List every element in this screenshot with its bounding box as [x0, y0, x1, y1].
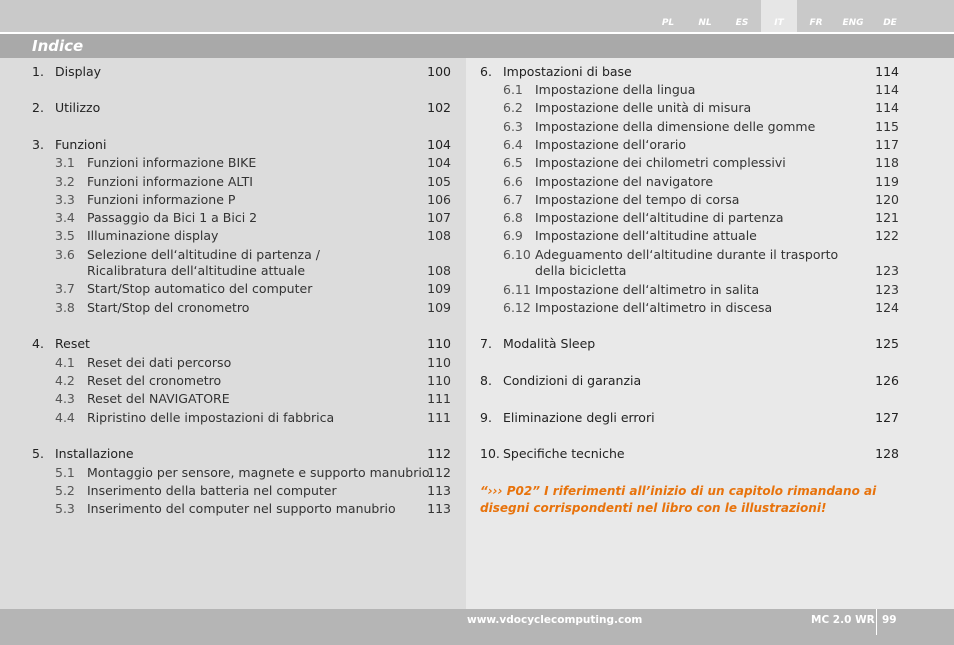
toc-number: 3.1	[55, 155, 75, 170]
toc-page: 119	[875, 174, 899, 189]
toc-number: 5.1	[55, 465, 75, 480]
toc-page: 106	[427, 192, 451, 207]
lang-tab-pl[interactable]: PL	[661, 18, 675, 28]
toc-page: 112	[427, 446, 451, 461]
toc-page: 115	[875, 119, 899, 134]
toc-number: 3.8	[55, 300, 75, 315]
toc-number: 6.12	[503, 300, 531, 315]
toc-page: 123	[875, 282, 899, 297]
toc-number: 4.1	[55, 355, 75, 370]
toc-number: 6.2	[503, 100, 523, 115]
toc-page: 117	[875, 137, 899, 152]
toc-number: 6.10	[503, 247, 531, 262]
lang-tab-es[interactable]: ES	[735, 18, 749, 28]
toc-page: 108	[427, 263, 451, 278]
toc-label: Impostazione del navigatore	[535, 174, 714, 189]
toc-number: 4.4	[55, 410, 75, 425]
toc-label: Start/Stop automatico del computer	[87, 281, 313, 296]
toc-number: 3.	[32, 137, 44, 152]
lang-tab-nl[interactable]: NL	[698, 18, 712, 28]
toc-label: Impostazione dell‘altimetro in discesa	[535, 300, 773, 315]
model-name: MC 2.0 WR	[811, 614, 875, 626]
toc-label: Impostazione della dimensione delle gomme	[535, 119, 816, 134]
toc-page: 121	[875, 210, 899, 225]
toc-number: 6.8	[503, 210, 523, 225]
toc-number: 3.6	[55, 247, 75, 262]
toc-page: 122	[875, 228, 899, 243]
toc-label: Impostazione della lingua	[535, 82, 696, 97]
toc-label: Impostazione dell‘altitudine di partenza	[535, 210, 784, 225]
toc-page: 104	[427, 137, 451, 152]
toc-number: 6.7	[503, 192, 523, 207]
toc-number: 8.	[480, 373, 492, 388]
toc-label: Start/Stop del cronometro	[87, 300, 250, 315]
toc-page: 118	[875, 155, 899, 170]
toc-label: Montaggio per sensore, magnete e supporto manubrio	[87, 465, 430, 480]
toc-page: 107	[427, 210, 451, 225]
toc-page: 105	[427, 174, 451, 189]
toc-page: 114	[875, 100, 899, 115]
toc-label: Reset del NAVIGATORE	[87, 391, 230, 406]
toc-page: 109	[427, 281, 451, 296]
toc-page: 109	[427, 300, 451, 315]
toc-number: 6.4	[503, 137, 523, 152]
toc-label: Impostazione dei chilometri complessivi	[535, 155, 786, 170]
toc-number: 10.	[480, 446, 500, 461]
toc-page: 124	[875, 300, 899, 315]
toc-label: Adeguamento dell‘altitudine durante il trasporto	[535, 247, 839, 262]
toc-number: 4.3	[55, 391, 75, 406]
toc-label-continued: Ricalibratura dell‘altitudine attuale	[87, 263, 306, 278]
lang-tab-de[interactable]: DE	[883, 18, 897, 28]
toc-page: 113	[427, 501, 451, 516]
toc-number: 3.2	[55, 174, 75, 189]
toc-label: Impostazione dell‘orario	[535, 137, 687, 152]
toc-label: Reset	[55, 336, 90, 351]
toc-page: 104	[427, 155, 451, 170]
toc-page: 110	[427, 336, 451, 351]
toc-label-continued: della bicicletta	[535, 263, 627, 278]
toc-page: 126	[875, 373, 899, 388]
toc-page: 123	[875, 263, 899, 278]
toc-number: 6.5	[503, 155, 523, 170]
toc-number: 3.4	[55, 210, 75, 225]
toc-page: 125	[875, 336, 899, 351]
toc-label: Specifiche tecniche	[503, 446, 625, 461]
toc-label: Condizioni di garanzia	[503, 373, 642, 388]
toc-label: Funzioni	[55, 137, 107, 152]
toc-number: 6.9	[503, 228, 523, 243]
toc-label: Impostazione dell‘altimetro in salita	[535, 282, 760, 297]
toc-number: 5.3	[55, 501, 75, 516]
toc-label: Display	[55, 64, 102, 79]
lang-tab-eng[interactable]: ENG	[842, 18, 864, 28]
toc-number: 4.2	[55, 373, 75, 388]
title-bar	[0, 34, 954, 58]
toc-label: Reset dei dati percorso	[87, 355, 232, 370]
toc-label: Selezione dell‘altitudine di partenza /	[87, 247, 320, 262]
toc-number: 6.1	[503, 82, 523, 97]
toc-page: 108	[427, 228, 451, 243]
toc-label: Eliminazione degli errori	[503, 410, 655, 425]
toc-label: Funzioni informazione BIKE	[87, 155, 257, 170]
toc-page: 120	[875, 192, 899, 207]
toc-page: 127	[875, 410, 899, 425]
toc-number: 6.11	[503, 282, 531, 297]
toc-page: 111	[427, 410, 451, 425]
toc-label: Impostazione del tempo di corsa	[535, 192, 740, 207]
toc-number: 5.2	[55, 483, 75, 498]
toc-label: Inserimento della batteria nel computer	[87, 483, 337, 498]
toc-label: Impostazione dell‘altitudine attuale	[535, 228, 757, 243]
toc-label: Ripristino delle impostazioni di fabbrica	[87, 410, 335, 425]
toc-number: 3.5	[55, 228, 75, 243]
toc-label: Utilizzo	[55, 100, 101, 115]
toc-number: 3.7	[55, 281, 75, 296]
toc-page: 110	[427, 355, 451, 370]
toc-label: Installazione	[55, 446, 134, 461]
toc-label: Inserimento del computer nel supporto manubrio	[87, 501, 396, 516]
website-link[interactable]: www.vdocyclecomputing.com	[467, 614, 643, 626]
footer-divider	[876, 609, 877, 635]
toc-page: 100	[427, 64, 451, 79]
toc-label: Illuminazione display	[87, 228, 219, 243]
toc-number: 4.	[32, 336, 44, 351]
toc-label: Impostazioni di base	[503, 64, 632, 79]
toc-page: 114	[875, 82, 899, 97]
footer	[0, 609, 954, 645]
toc-label: Reset del cronometro	[87, 373, 222, 388]
lang-tab-it[interactable]: IT	[761, 0, 797, 32]
toc-number: 2.	[32, 100, 44, 115]
toc-page: 114	[875, 64, 899, 79]
toc-label: Modalità Sleep	[503, 336, 596, 351]
toc-number: 6.3	[503, 119, 523, 134]
toc-label: Funzioni informazione ALTI	[87, 174, 253, 189]
toc-label: Passaggio da Bici 1 a Bici 2	[87, 210, 258, 225]
toc-page: 128	[875, 446, 899, 461]
toc-page: 111	[427, 391, 451, 406]
toc-label: Impostazione delle unità di misura	[535, 100, 752, 115]
toc-page: 110	[427, 373, 451, 388]
toc-page: 112	[427, 465, 451, 480]
reference-note: “››› P02” I riferimenti all’inizio di un capitolo rimandano ai disegni corrispondenti nel libro con le illustrazioni!	[480, 484, 877, 515]
toc-number: 5.	[32, 446, 44, 461]
toc-number: 7.	[480, 336, 492, 351]
toc-number: 6.6	[503, 174, 523, 189]
toc-number: 9.	[480, 410, 492, 425]
toc-number: 6.	[480, 64, 492, 79]
toc-page: 113	[427, 483, 451, 498]
toc-label: Funzioni informazione P	[87, 192, 236, 207]
page-number: 99	[882, 614, 897, 626]
toc-page: 102	[427, 100, 451, 115]
toc-number: 3.3	[55, 192, 75, 207]
lang-tab-fr[interactable]: FR	[809, 18, 823, 28]
page-title: Indice	[32, 37, 84, 55]
toc-number: 1.	[32, 64, 44, 79]
top-bar	[0, 0, 954, 32]
